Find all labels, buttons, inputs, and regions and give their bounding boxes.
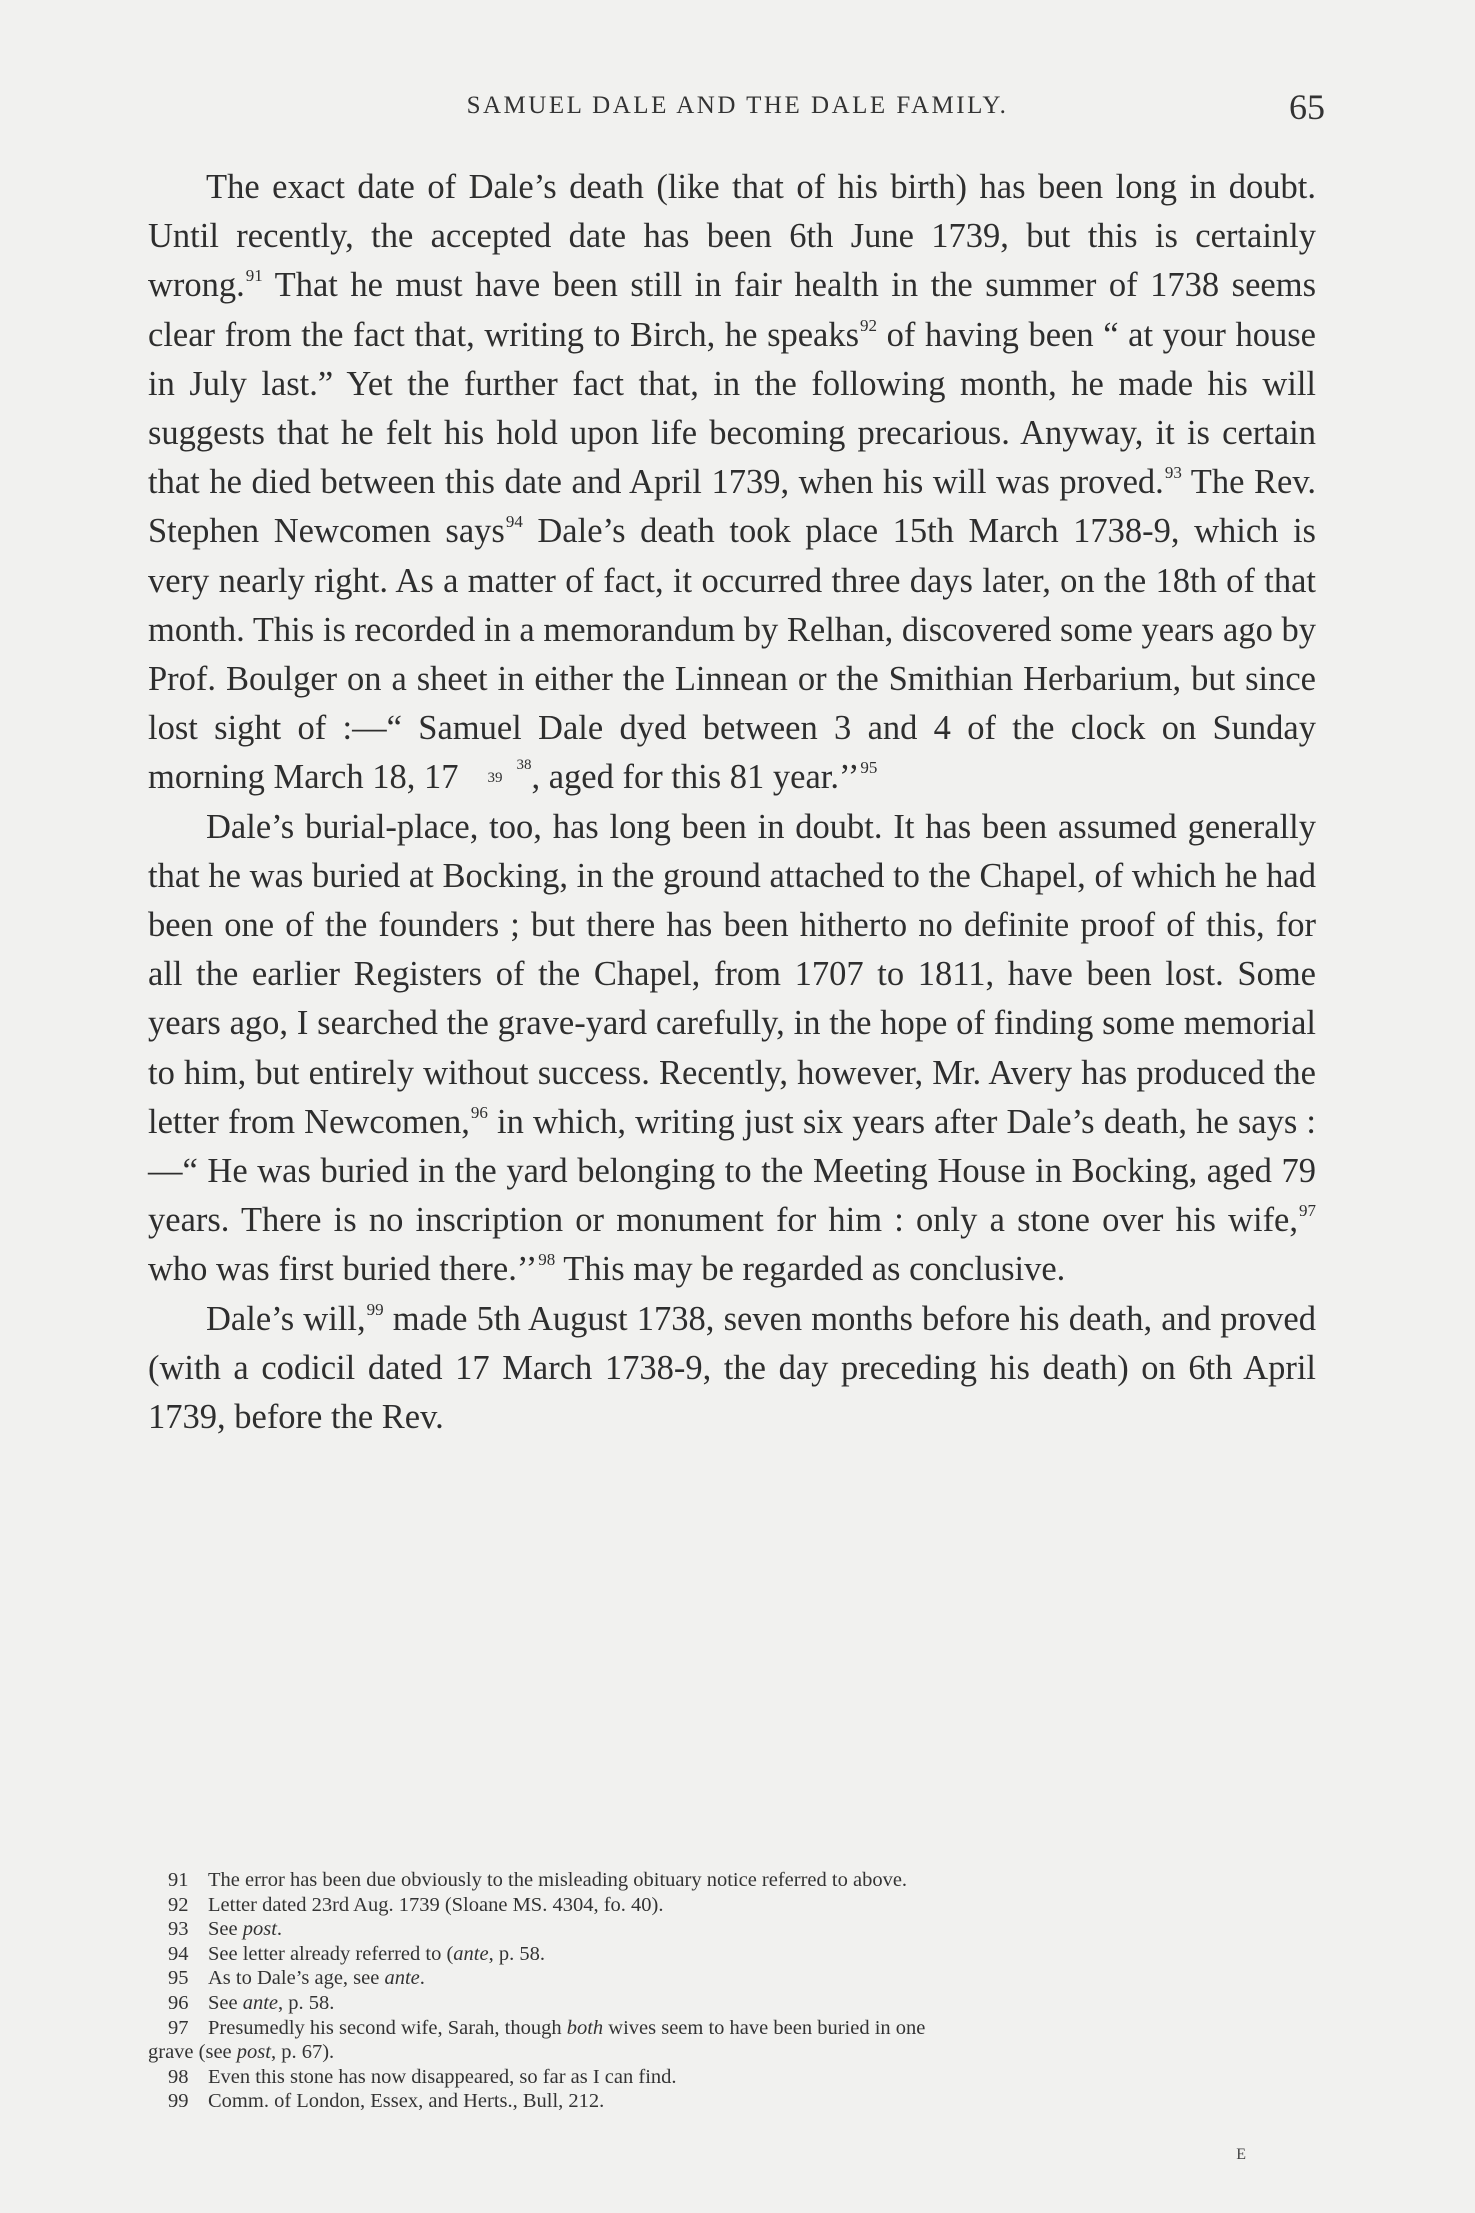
footnote-ref-91: 91 [245, 266, 263, 286]
running-head [150, 86, 1325, 126]
footnotes [148, 1868, 1316, 2114]
year-fraction: 38 39 [487, 757, 532, 787]
footnote-99: 99 Comm. of London, Essex, and Herts., Bull, 212. [168, 2090, 605, 2113]
paragraph-2: Dale’s burial-place, too, has long been in doubt. It has been assumed generally that he was buried at Bocking, in the ground attached to the Chapel, of which he had been one of the founders ; but there has been hitherto no definite proof of this, for all the earlier Registers of the Chapel, from 1707 to 1811, have been lost. Some years ago, I searched the grave-yard carefully, in the hope of finding some memorial to him, but entirely without success. Recently, however, Mr. Avery has produced the letter from Newcomen,$^{96}$ in which, writing just six years after Dale’s death, he says :—“ He was buried in the yard belonging to the Meeting House in Bocking, aged 79 years. There is no inscription or monument for him : only a stone over his wife,$^{97}$ who was first buried there.’’$^{98}$ This may be regarded as conclusive. [148, 807, 1316, 1289]
footnote-95: 95 As to Dale’s age, see ante. [168, 1967, 425, 1990]
footnote-98: 98 Even this stone has now disappeared, so far as I can find. [168, 2065, 677, 2088]
body-text [148, 163, 1316, 1442]
footnote-91: 91 The error has been due obviously to the misleading obituary notice referred to above. [168, 1869, 908, 1891]
footnote-97-continued: grave (see post, p. 67). [148, 2041, 335, 2064]
footnote-97: 97 Presumedly his second wife, Sarah, though both wives seem to have been buried in one [168, 2016, 926, 2039]
footnote-92: 92 Letter dated 23rd Aug. 1739 (Sloane MS. 4304, fo. 40). [168, 1893, 664, 1916]
footnote-ref-95: 95 [860, 758, 878, 778]
running-title: SAMUEL DALE AND THE DALE FAMILY. [466, 92, 1009, 119]
footnote-ref-96: 96 [470, 1102, 488, 1122]
footnote-ref-99: 99 [366, 1299, 384, 1319]
footnote-94: 94 See letter already referred to (ante, p. 58. [168, 1942, 545, 1965]
footnote-ref-93: 93 [1164, 463, 1182, 483]
paragraph-3: Dale’s will,$^{99}$ made 5th August 1738, seven months before his death, and proved (with a codicil dated 17 March 1738-9, the day preceding his death) on 6th April 1739, before the Rev. [148, 1299, 1316, 1437]
page-number: 65 [1289, 87, 1325, 127]
footnote-ref-98: 98 [538, 1250, 556, 1270]
signature-mark: E [1236, 2146, 1247, 2163]
footnote-ref-92: 92 [860, 315, 878, 335]
paragraph-1: The exact date of Dale’s death (like that of his birth) has been long in doubt. Until recently, the accepted date has been 6th June 1739, but this is certainly wrong.$^{91}$ That he must have been still in fair health in the summer of 1738 seems clear from the fact that, writing to Birch, he speaks$^{92}$ of having been “ at your house in July last.” Yet the further fact that, in the following month, he made his will suggests that he felt his hold upon life becoming precarious. Anyway, it is certain that he died between this date and April 1739, when his will was proved.$^{93}$ The Rev. Stephen Newcomen says$^{94}$ Dale’s death took place 15th March 1738-9, which is very nearly right. As a matter of fact, it occurred three days later, on the 18th of that month. This is recorded in a memorandum by Relhan, discovered some years ago by Prof. Boulger on a sheet in either the Linnean or the Smithian Herbarium, but since lost sight of :—“ Samuel Dale dyed between 3 and 4 of the clock on Sunday morning March 18, 17 38 39 , aged for this 81 year.’’$^{95}$ [148, 168, 1316, 797]
footnote-ref-97: 97 [1299, 1201, 1316, 1221]
footnote-ref-94: 94 [505, 512, 523, 532]
footnote-93: 93 See post. [168, 1918, 283, 1941]
footnote-96: 96 See ante, p. 58. [168, 1991, 335, 2014]
